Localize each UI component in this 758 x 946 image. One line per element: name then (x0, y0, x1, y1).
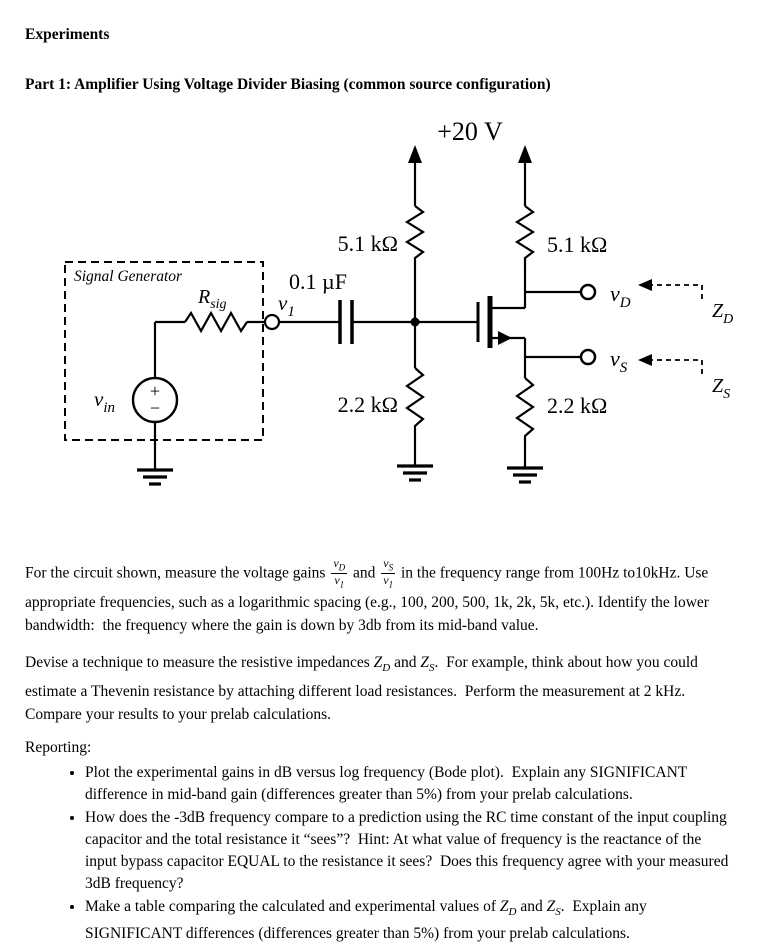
source-minus-sign: − (149, 398, 161, 418)
paragraph-impedance-technique: Devise a technique to measure the resistive impedances $Z_D$ and $Z_S$. For example, think about how you could estimate a Thevenin resistance by attaching different load resistances. Perform the measurement at 2 kHz. Compare your results to your prelab calculations. (25, 654, 702, 724)
zd-label: $Z_D$ (712, 300, 734, 327)
r2-value-label: 5.1 kΩ (547, 232, 608, 257)
zs-inline-symbol: $Z_S$ (546, 898, 561, 919)
source-plus-sign: + (149, 381, 161, 401)
zs-inline-symbol: $Z_S$ (420, 654, 435, 675)
resistor-5k1-left (407, 206, 423, 266)
supply-voltage-label: +20 V (437, 117, 503, 146)
ground-symbols (137, 466, 543, 484)
zd-inline-symbol: $Z_D$ (373, 654, 391, 675)
fraction-vd-v1: $\frac{v_D}{v_1}$ (333, 556, 346, 590)
bullet-impedance-table: • Make a table comparing the calculated and experimental values of $Z_D$ and $Z_S$. Explain any SIGNIFICANT differences (differences greater than 5%) from your prelab calculations. (85, 896, 737, 945)
reporting-heading: Reporting: (25, 739, 92, 756)
v1-node-terminal (265, 315, 279, 329)
part1-heading: Part 1: Amplifier Using Voltage Divider Biasing (common source configuration) (25, 76, 551, 93)
impedance-arrowheads (638, 279, 652, 366)
circuit-filled-marks (408, 145, 532, 345)
supply-arrow-left (408, 145, 422, 163)
bullet-bode-plot: • Plot the experimental gains in dB versus log frequency (Bode plot). Explain any SIGNIFICANT difference in mid-band gain (differences greater than 5%) from your prelab calculations. (85, 762, 737, 806)
resistor-rsig (185, 313, 247, 331)
zd-inline-symbol: $Z_D$ (499, 898, 517, 919)
signal-generator-label: Signal Generator (74, 268, 183, 285)
fraction-vs-v1: $\frac{v_S}{v_1}$ (383, 556, 394, 590)
bullet-3db-frequency: • How does the -3dB frequency compare to a prediction using the RC time constant of the input coupling capacitor and the total resistance it “sees”? Hint: At what value of frequency is the reactance of the input bypass capacitor EQUAL to the resistance it sees? Does this frequency agree with your measured 3dB frequency? (85, 807, 737, 895)
mosfet-source-arrow (498, 331, 512, 345)
vs-label: $v_S$ (610, 346, 628, 376)
rsig-label: $R_{sig}$ (198, 286, 227, 312)
v1-label: $v_1$ (278, 291, 295, 320)
paragraph-gain-measurement: For the circuit shown, measure the voltage gains $\frac{v_D}{v_1}$ and $\frac{v_S}{v_1}$ in the frequency range from 100Hz to10kHz. Use appropriate frequencies, such as a logarithmic spacing (e.g., 100, 200, 500, 1k, 2k, 5k, etc.). Identify the lower bandwidth: the frequency where the gain is down by 3db from its mid-band value. (25, 556, 713, 634)
supply-arrow-right (518, 145, 532, 163)
vs-terminal (581, 350, 595, 364)
impedance-arrows (650, 285, 702, 374)
reporting-bullet-list (25, 762, 737, 946)
circuit-diagram (0, 100, 758, 530)
resistor-2k2-right (517, 378, 533, 442)
resistor-5k1-right (517, 206, 533, 266)
zs-label: $Z_S$ (712, 375, 731, 402)
capacitor-value-label: 0.1 µF (289, 269, 347, 294)
signal-generator-box (65, 262, 263, 440)
resistor-2k2-left (407, 368, 423, 432)
page-title: Experiments (25, 26, 110, 43)
r1-value-label: 5.1 kΩ (337, 231, 398, 256)
vin-label: $v_{in}$ (94, 387, 115, 416)
vd-terminal (581, 285, 595, 299)
r4-value-label: 2.2 kΩ (547, 393, 608, 418)
vd-label: $v_D$ (610, 281, 631, 311)
r3-value-label: 2.2 kΩ (337, 392, 398, 417)
circuit-wires (155, 158, 581, 470)
gate-junction-dot (411, 318, 420, 327)
